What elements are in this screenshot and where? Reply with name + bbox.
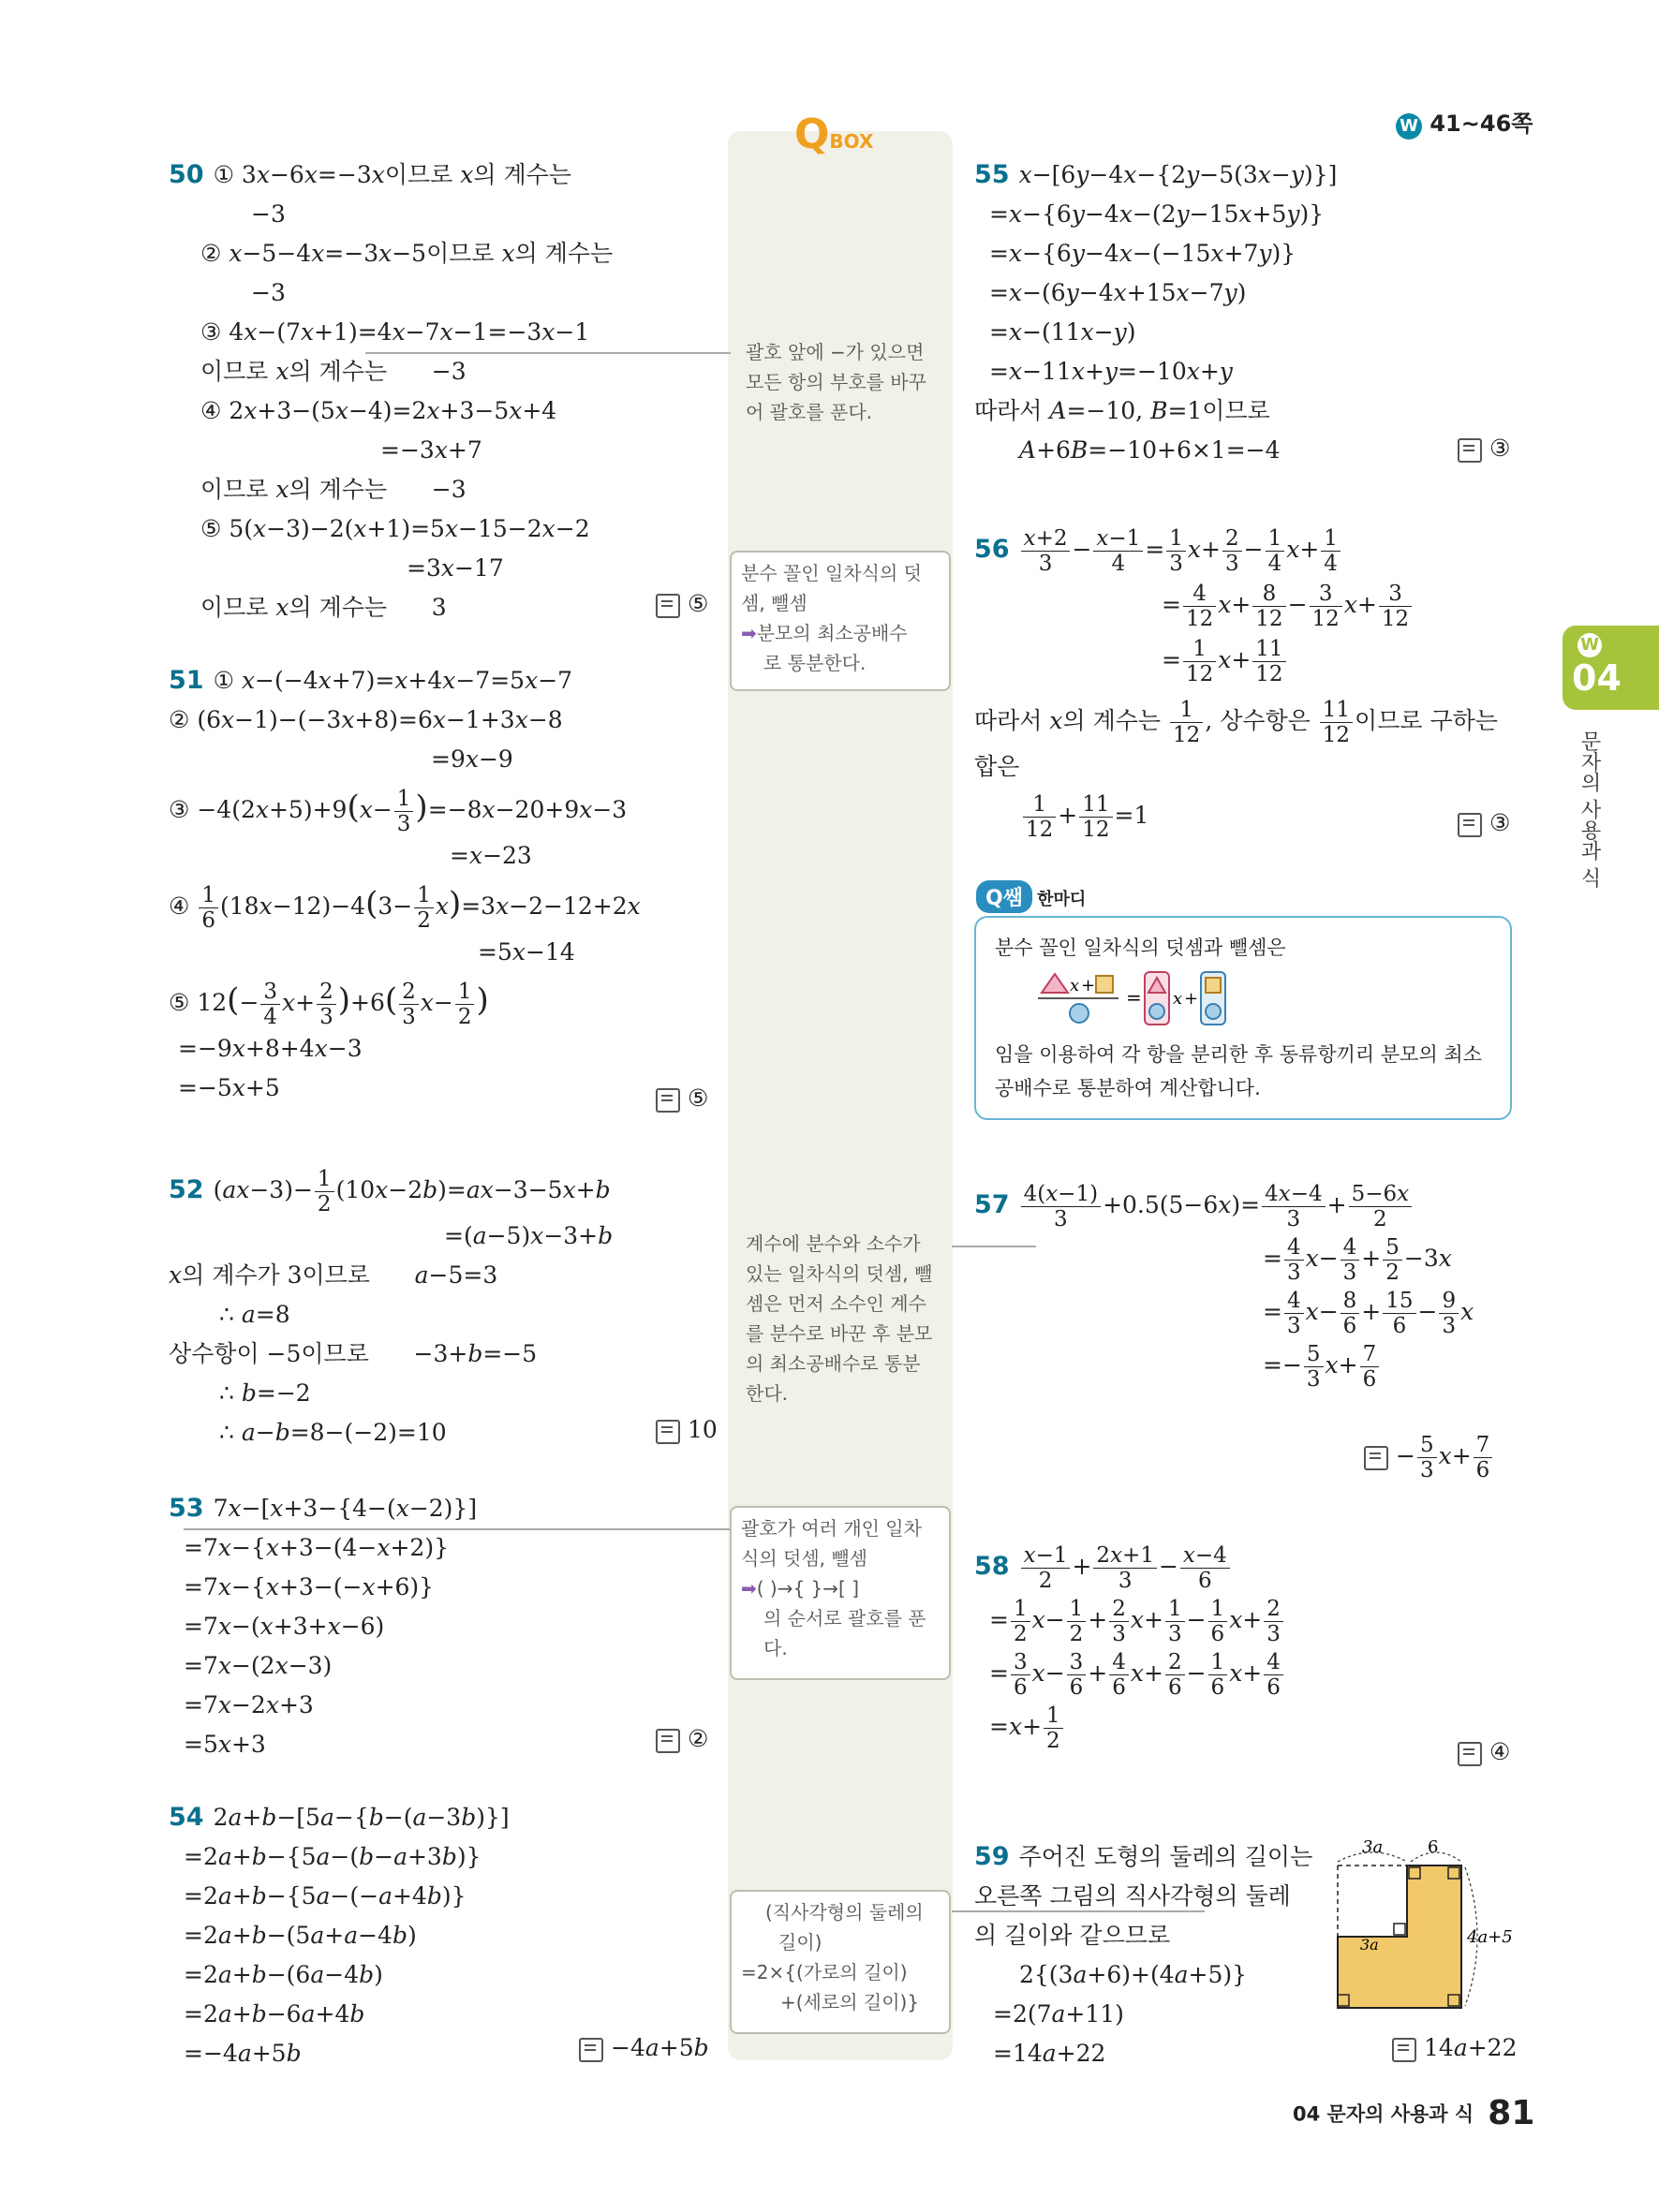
answer-50: ⑤ [656, 590, 708, 618]
problem-50: 50 ① 3x−6x=−3x이므로 x의 계수는 −3 ② x−5−4x=−3x−5이므로 x의 계수는 −3 ③ 4x−(7x+1)=4x−7x−1=−3x−1 이므로 x의 계수는 −3 ④ 2x+3−(5x−4)=2x+3−5x+4 =−3x+7 이므로 x의 계수는 −3 ⑤ 5(x−3)−2(x+1)=5x−15−2x−2 =3x−17 이므로 x의 계수는 3 [169, 160, 614, 621]
answer-58: ④ [1458, 1738, 1510, 1766]
answer-icon [1458, 438, 1482, 463]
answer-53: ② [656, 1725, 708, 1753]
page-range: W 41~46쪽 [1396, 105, 1533, 140]
fig-label-4a5: 4a+5 [1467, 1927, 1513, 1947]
svg-text:=: = [1126, 986, 1142, 1009]
problem-51: 51 ① x−(−4x+7)=x+4x−7=5x−7 ② (6x−1)−(−3x+8)=6x−1+3x−8 =9x−9 ③ −4(2x+5)+9(x− $\frac{1}{3}$ )=−8x−20+9x−3 =x−23 ④ $\frac{1}{6}$ (18x−12)−4(3− $\frac{1}{2}$ x)=3x−2−12+2x =5x−14 ⑤ 12(− $\frac{3}{4}$ x+ $\frac{2}{3}$ )+6( $\frac{2}{3}$ x− $\frac{1}{2}$ ) =−9x+8+4x−3 =−5x+5 [169, 666, 641, 1101]
answer-54: −4a+5b [579, 2034, 709, 2062]
answer-59: 14a+22 [1392, 2034, 1517, 2062]
problem-57: 57 $\frac{4(x-1)}{3}$ +0.5(5−6x)= $\frac{4x-4}{3}$ + $\frac{5-6x}{2}$ = $\frac{4}{3}$ x− $\frac{4}{3}$ + $\frac{5}{2}$ −3x = $\frac{4}{3}$ x− $\frac{8}{6}$ + $\frac{15}{6}$ − $\frac{9}{3}$ x =− $\frac{5}{3}$ x+ $\frac{7}{6}$ [974, 1182, 1474, 1392]
answer-55: ③ [1458, 435, 1510, 463]
answer-icon [579, 2038, 603, 2062]
answer-icon [1458, 813, 1482, 837]
problem-53: 53 7x−[x+3−{4−(x−2)}] =7x−{x+3−(4−x+2)} =7x−{x+3−(−x+6)} =7x−(x+3+x−6) =7x−(2x−3) =7x−2x+3 =5x+3 [169, 1494, 478, 1758]
fig-label-3a-inner: 3a [1360, 1936, 1379, 1954]
qnote-59: (직사각형의 둘레의 길이) =2×{(가로의 길이) +(세로의 길이)} [730, 1890, 951, 2034]
arrow-right-icon: ➡ [741, 622, 757, 644]
problem-54: 54 2a+b−[5a−{b−(a−3b)}] =2a+b−{5a−(b−a+3b)} =2a+b−{5a−(−a+4b)} =2a+b−(5a+a−4b) =2a+b−(6a−4b) =2a+b−6a+4b =−4a+5b [169, 1803, 510, 2067]
connector [365, 352, 731, 354]
problem-55: 55 x−[6y−4x−{2y−5(3x−y)}] =x−{6y−4x−(2y−15x+5y)} =x−{6y−4x−(−15x+7y)} =x−(6y−4x+15x−7y) =x−(11x−y) =x−11x+y=−10x+y 따라서 A=−10, B=1이므로 A+6B=−10+6×1=−4 [974, 160, 1338, 464]
l-shape-figure [1330, 1839, 1518, 2017]
answer-icon [656, 1729, 680, 1753]
problem-52: 52 (ax−3)− $\frac{1}{2}$ (10x−2b)=ax−3−5x+b =(a−5)x−3+b x의 계수가 3이므로 a−5=3 ∴ a=8 상수항이 −5이므로 −3+b=−5 ∴ b=−2 ∴ a−b=8−(−2)=10 [169, 1167, 614, 1446]
answer-icon [656, 1088, 680, 1113]
answer-icon [1458, 1742, 1482, 1766]
svg-text:+: + [1081, 976, 1096, 995]
answer-icon [656, 1420, 680, 1444]
fig-label-3a-top: 3a [1362, 1839, 1384, 1857]
svg-text:+: + [1184, 989, 1199, 1009]
fraction-split-diagram [1032, 970, 1248, 1030]
problem-58: 58 $\frac{x-1}{2}$ + $\frac{2x+1}{3}$ − $\frac{x-4}{6}$ = $\frac{1}{2}$ x− $\frac{1}{2}$ + $\frac{2}{3}$ x+ $\frac{1}{3}$ − $\frac{1}{6}$ x+ $\frac{2}{3}$ = $\frac{3}{6}$ x− $\frac{3}{6}$ + $\frac{4}{6}$ x+ $\frac{2}{6}$ − $\frac{1}{6}$ x+ $\frac{4}{6}$ =x+ $\frac{1}{2}$ [974, 1543, 1285, 1753]
footer-chapter: 04 문자의 사용과 식 [1293, 2102, 1474, 2126]
svg-text:x: x [1173, 989, 1183, 1009]
qnote-57: 계수에 분수와 소수가 있는 일차식의 덧셈, 뺄 셈은 먼저 소수인 계수 를 분수로 바꾼 후 분모 의 최소공배수로 통분 한다. [746, 1232, 933, 1405]
answer-icon [656, 594, 680, 618]
answer-icon [1392, 2038, 1416, 2062]
answer-56: ③ [1458, 809, 1510, 837]
answer-icon [1364, 1446, 1388, 1470]
answer-52: 10 [656, 1416, 718, 1444]
problem-59: 59 주어진 도형의 둘레의 길이는 오른쪽 그림의 직사각형의 둘레 의 길이와 같으므로 2{(3a+6)+(4a+5)} =2(7a+11) =14a+22 [974, 1842, 1313, 2067]
answer-57: − $\frac{5}{3}$ x+ $\frac{7}{6}$ [1364, 1433, 1494, 1482]
footer [1293, 2094, 1534, 2132]
answer-51: ⑤ [656, 1084, 708, 1113]
qnote-56: 분수 꼴인 일차식의 덧 셈, 뺄셈 ➡분모의 최소공배수 로 통분한다. [730, 551, 951, 691]
qbox-logo: QBOX [794, 111, 874, 158]
tip-logo: Q쌤 한마디 [976, 880, 1086, 913]
arrow-right-icon: ➡ [741, 1577, 757, 1600]
chapter-number: 04 [1572, 657, 1622, 699]
qnote-53: 괄호가 여러 개인 일차 식의 덧셈, 뺄셈 ➡( )→{ }→[ ] 의 순서로 괄호를 푼 다. [730, 1506, 951, 1680]
svg-text:x: x [1070, 976, 1080, 995]
chapter-title: 문자의 사용과 식 [1578, 730, 1601, 888]
w-badge-icon: W [1396, 113, 1422, 140]
qnote-50: 괄호 앞에 −가 있으면 모든 항의 부호를 바꾸 어 괄호를 푼다. [746, 341, 926, 423]
fig-label-6: 6 [1428, 1839, 1439, 1857]
w-badge-icon: W [1578, 633, 1602, 657]
chapter-tab [1563, 626, 1659, 710]
step: ① 3x−6x=−3x이므로 x의 계수는 [213, 161, 571, 188]
tip-box: 분수 꼴인 일차식의 덧셈과 뺄셈은 x + = x + 임을 이용하여 각 항을 분리한 후 동류항끼리 분모의 최소 공배수로 통분하여 계산합니다. [974, 916, 1512, 1120]
problem-56: 56 $\frac{x+2}{3}$ − $\frac{x-1}{4}$ = $\frac{1}{3}$ x+ $\frac{2}{3}$ − $\frac{1}{4}$ x+ $\frac{1}{4}$ = $\frac{4}{12}$ x+ $\frac{8}{12}$ − $\frac{3}{12}$ x+ $\frac{3}{12}$ = $\frac{1}{12}$ x+ $\frac{11}{12}$ 따라서 x의 계수는 $\frac{1}{12}$ , 상수항은 $\frac{11}{12}$ 이므로 구하는 합은 $\frac{1}{12}$ + $\frac{11}{12}$ =1 [974, 526, 1498, 842]
page-number: 81 [1488, 2094, 1535, 2132]
connector [184, 1528, 731, 1530]
